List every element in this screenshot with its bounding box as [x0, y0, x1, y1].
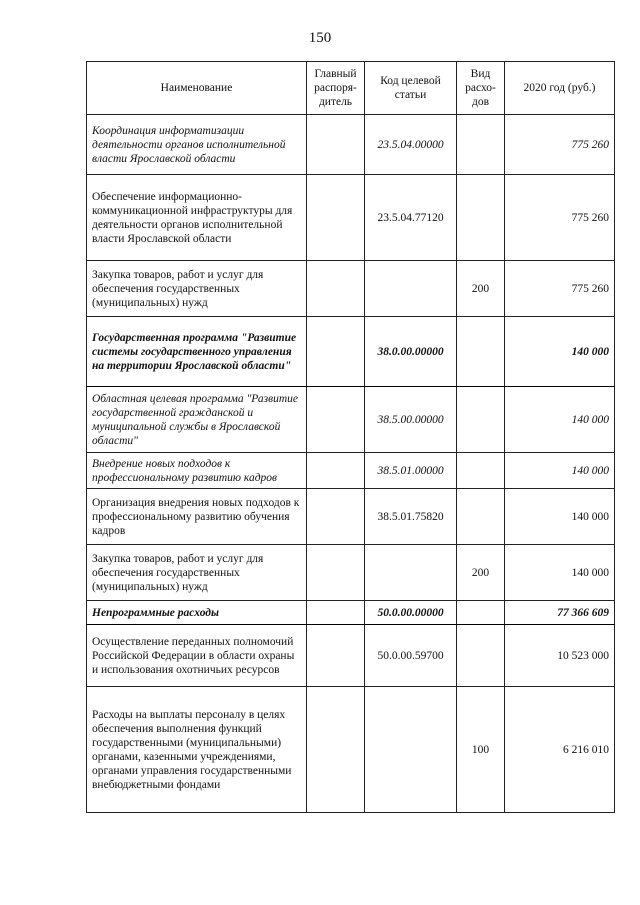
- cell-name: Расходы на выплаты персоналу в целях обеспечения выполнения функций государственными (муниципальными) органами, казенными учреждениями, органами управления государственными внебюджетными фондами: [87, 687, 307, 813]
- cell-vid: [457, 453, 505, 489]
- table-row: [87, 625, 615, 687]
- table-row: [87, 175, 615, 261]
- cell-vid: [457, 175, 505, 261]
- table-row: [87, 115, 615, 175]
- cell-admin: [307, 489, 365, 545]
- cell-name: Координация информатизации деятельности органов исполнительной власти Ярославской области: [87, 115, 307, 175]
- cell-name: Непрограммные расходы: [87, 601, 307, 625]
- cell-vid: [457, 115, 505, 175]
- cell-code: 38.5.01.75820: [365, 489, 457, 545]
- cell-amount: 6 216 010: [505, 687, 615, 813]
- cell-admin: [307, 687, 365, 813]
- cell-name: Обеспечение информационно-коммуникационной инфраструктуры для деятельности органов исполнительной власти Ярославской области: [87, 175, 307, 261]
- cell-vid: [457, 317, 505, 387]
- cell-name: Организация внедрения новых подходов к профессиональному развитию обучения кадров: [87, 489, 307, 545]
- cell-amount: 140 000: [505, 317, 615, 387]
- cell-amount: 140 000: [505, 453, 615, 489]
- cell-amount: 775 260: [505, 175, 615, 261]
- cell-vid: 200: [457, 261, 505, 317]
- cell-name: Закупка товаров, работ и услуг для обеспечения государственных (муниципальных) нужд: [87, 261, 307, 317]
- table-body: [87, 115, 615, 813]
- header-code: Код целевой статьи: [365, 62, 457, 115]
- header-admin: Главный распоря-дитель: [307, 62, 365, 115]
- table-row: [87, 687, 615, 813]
- table-row: [87, 387, 615, 453]
- table-header-row: [87, 62, 615, 115]
- cell-amount: 140 000: [505, 489, 615, 545]
- budget-table: [86, 61, 615, 813]
- cell-code: 50.0.00.59700: [365, 625, 457, 687]
- cell-amount: 140 000: [505, 545, 615, 601]
- page-number: 150: [308, 30, 332, 46]
- cell-name: Внедрение новых подходов к профессиональному развитию кадров: [87, 453, 307, 489]
- header-name: Наименование: [87, 62, 307, 115]
- cell-code: 23.5.04.00000: [365, 115, 457, 175]
- cell-code: 38.5.00.00000: [365, 387, 457, 453]
- table-row: [87, 261, 615, 317]
- cell-vid: [457, 625, 505, 687]
- cell-amount: 140 000: [505, 387, 615, 453]
- cell-vid: [457, 387, 505, 453]
- cell-name: Государственная программа "Развитие системы государственного управления на территории Ярославской области": [87, 317, 307, 387]
- table-row: [87, 545, 615, 601]
- cell-code: 38.0.00.00000: [365, 317, 457, 387]
- cell-amount: 775 260: [505, 115, 615, 175]
- cell-admin: [307, 545, 365, 601]
- cell-admin: [307, 261, 365, 317]
- cell-vid: [457, 601, 505, 625]
- cell-code: [365, 261, 457, 317]
- cell-code: 50.0.00.00000: [365, 601, 457, 625]
- cell-admin: [307, 115, 365, 175]
- cell-amount: 77 366 609: [505, 601, 615, 625]
- cell-name: Областная целевая программа "Развитие государственной гражданской и муниципальной службы в Ярославской области": [87, 387, 307, 453]
- cell-name: Закупка товаров, работ и услуг для обеспечения государственных (муниципальных) нужд: [87, 545, 307, 601]
- cell-admin: [307, 175, 365, 261]
- cell-amount: 775 260: [505, 261, 615, 317]
- cell-vid: 200: [457, 545, 505, 601]
- header-vid: Вид расхо-дов: [457, 62, 505, 115]
- cell-vid: [457, 489, 505, 545]
- header-amount: 2020 год (руб.): [505, 62, 615, 115]
- cell-code: 23.5.04.77120: [365, 175, 457, 261]
- cell-admin: [307, 387, 365, 453]
- table-row: [87, 601, 615, 625]
- table-row: [87, 489, 615, 545]
- cell-code: [365, 687, 457, 813]
- cell-code: [365, 545, 457, 601]
- cell-code: 38.5.01.00000: [365, 453, 457, 489]
- table-row: [87, 317, 615, 387]
- cell-vid: 100: [457, 687, 505, 813]
- cell-amount: 10 523 000: [505, 625, 615, 687]
- cell-admin: [307, 601, 365, 625]
- cell-admin: [307, 453, 365, 489]
- cell-name: Осуществление переданных полномочий Российской Федерации в области охраны и использования охотничьих ресурсов: [87, 625, 307, 687]
- table-row: [87, 453, 615, 489]
- cell-admin: [307, 625, 365, 687]
- cell-admin: [307, 317, 365, 387]
